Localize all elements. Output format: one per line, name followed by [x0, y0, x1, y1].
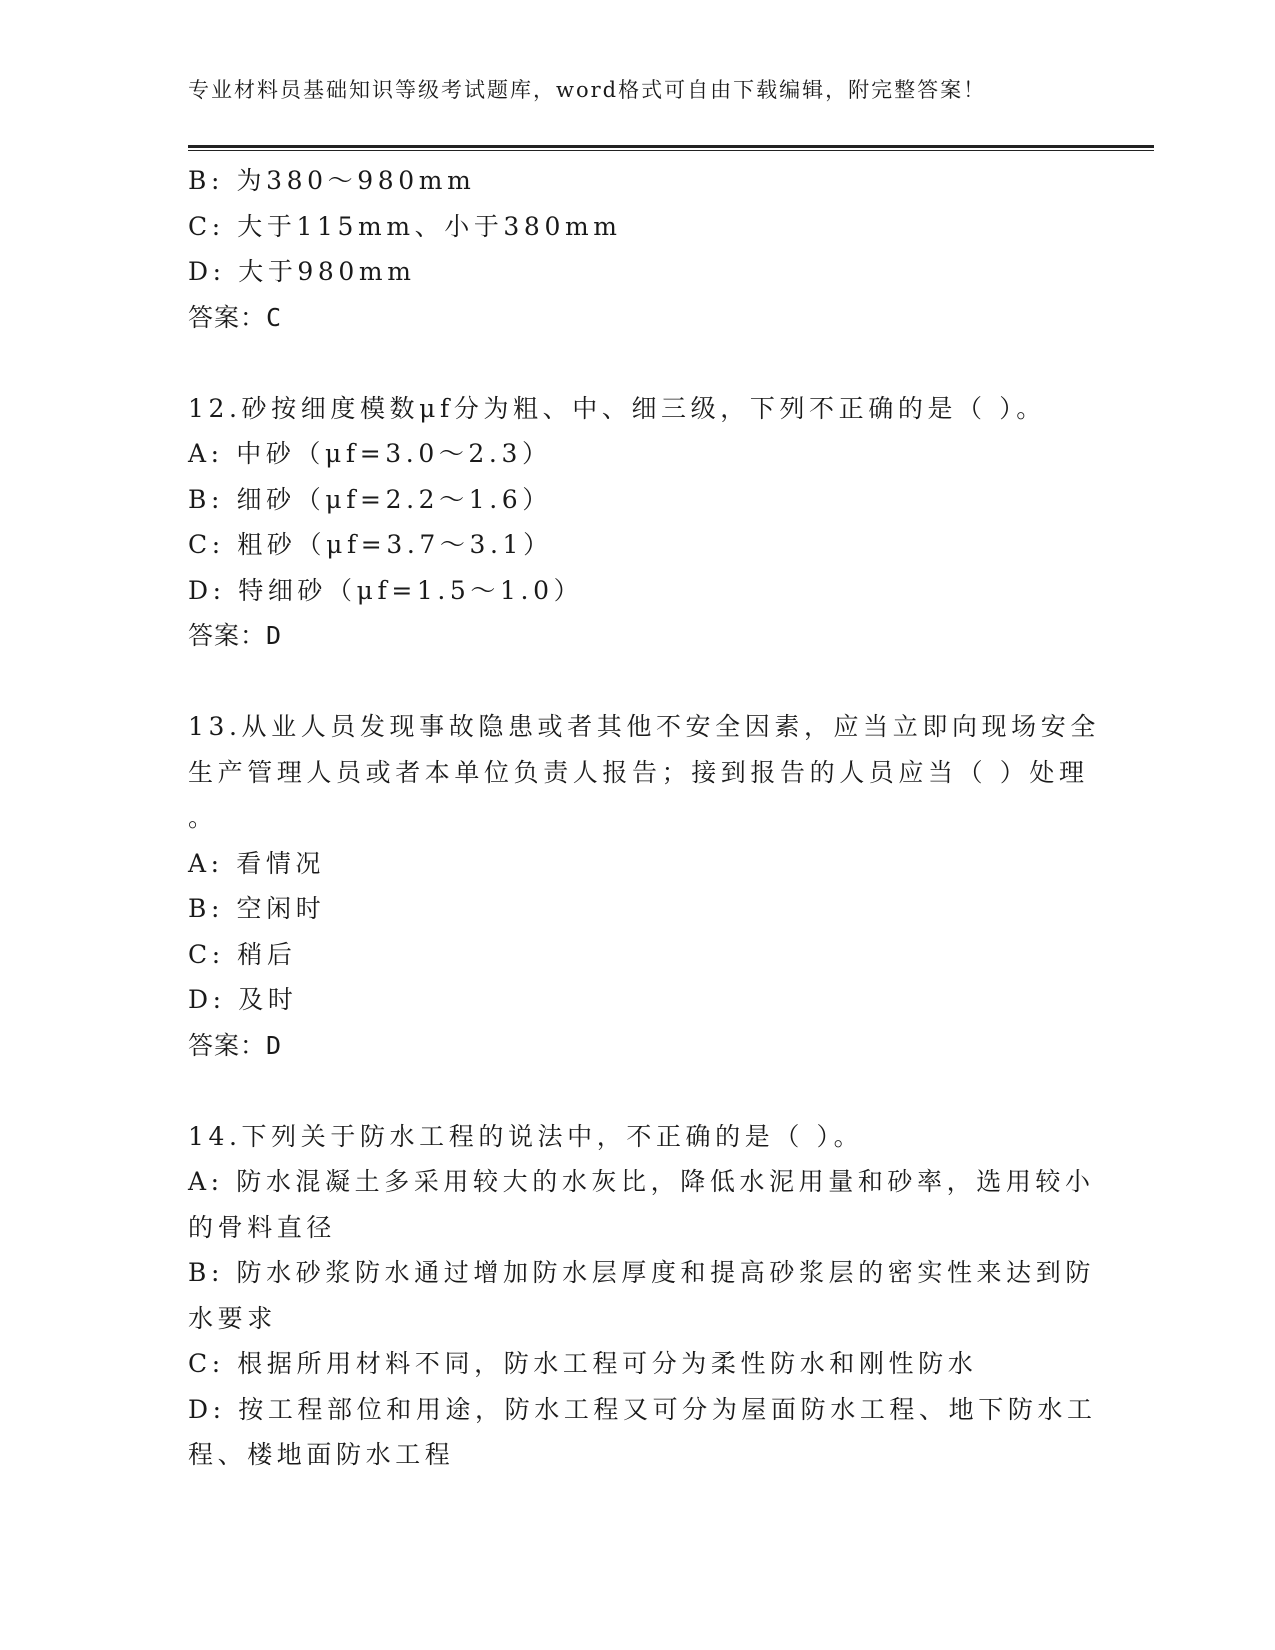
option-d-line: D: 按工程部位和用途，防水工程又可分为屋面防水工程、地下防水工 [188, 1394, 1097, 1424]
option-a: A: 看情况 [188, 848, 326, 878]
option-c: C: 粗砂（μf=3.7～3.1） [188, 530, 553, 559]
question-stem: 12.砂按细度模数μf分为粗、中、细三级，下列不正确的是（ ）。 [188, 393, 1046, 423]
option-b: B: 为380～980mm [188, 166, 476, 195]
option-c: C: 稍后 [188, 939, 297, 969]
question-12 [188, 386, 1088, 659]
option-d-line: 程、楼地面防水工程 [188, 1440, 455, 1469]
header-rule-thick [188, 145, 1154, 148]
option-b-line: 水要求 [188, 1303, 277, 1333]
option-d: D: 大于980mm [188, 257, 416, 286]
option-d: D: 特细砂（μf=1.5～1.0） [188, 575, 584, 605]
option-c: C: 根据所用材料不同，防水工程可分为柔性防水和刚性防水 [188, 1349, 978, 1378]
option-d: D: 及时 [188, 985, 298, 1014]
option-a-line: A: 防水混凝土多采用较大的水灰比，降低水泥用量和砂率，选用较小 [188, 1167, 1095, 1196]
answer: 答案：D [188, 1030, 283, 1060]
option-a: A: 中砂（μf=3.0～2.3） [188, 439, 552, 468]
question-13 [188, 704, 1100, 1068]
option-b: B: 空闲时 [188, 894, 326, 923]
option-c: C: 大于115mm、小于380mm [188, 211, 622, 241]
option-b: B: 细砂（μf=2.2～1.6） [188, 484, 552, 514]
question-stem-line: 13.从业人员发现事故隐患或者其他不安全因素，应当立即向现场安全 [188, 712, 1100, 741]
answer: 答案：D [188, 621, 283, 650]
option-b-line: B: 防水砂浆防水通过增加防水层厚度和提高砂浆层的密实性来达到防 [188, 1258, 1095, 1287]
answer: 答案：C [188, 302, 283, 332]
page-header: 专业材料员基础知识等级考试题库，word格式可自由下载编辑，附完整答案！ [188, 78, 987, 102]
option-a-line: 的骨料直径 [188, 1212, 337, 1242]
question-14 [188, 1114, 1097, 1478]
question-stem-line: 。 [188, 803, 218, 832]
document-body [188, 158, 1100, 1478]
question-stem: 14.下列关于防水工程的说法中，不正确的是（ ）。 [188, 1121, 864, 1151]
question-stem-line: 生产管理人员或者本单位负责人报告；接到报告的人员应当（ ）处理 [188, 757, 1089, 787]
header-rule-thin [188, 150, 1154, 151]
question-11 [188, 158, 1088, 340]
